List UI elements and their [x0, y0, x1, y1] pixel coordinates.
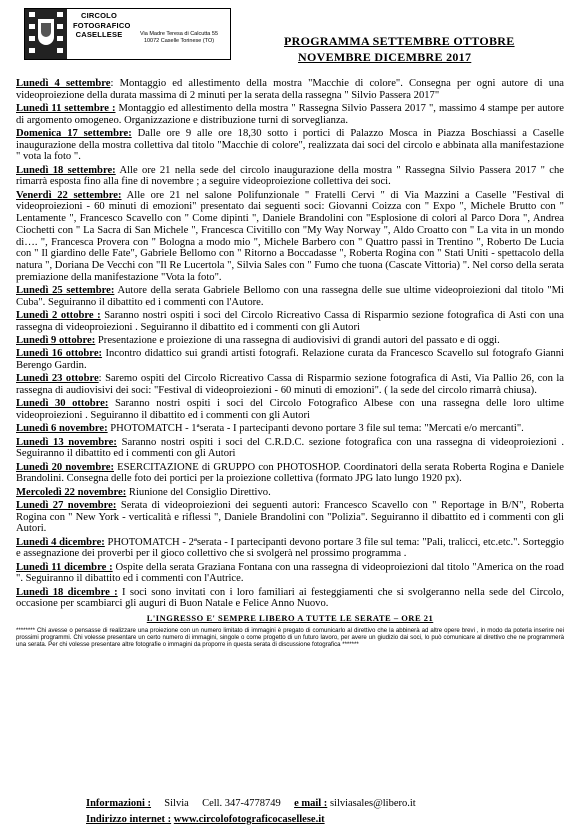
- contact-phone: Cell. 347-4778749: [202, 798, 281, 809]
- club-name-line-1: CIRCOLO: [81, 11, 117, 20]
- club-address: [129, 31, 229, 45]
- address-line-1: Via Madre Teresa di Calcutta 55: [139, 31, 219, 37]
- program-title-2: NOVEMBRE DICEMBRE 2017: [298, 50, 472, 64]
- event-item: [16, 562, 564, 585]
- film-strip-icon: [25, 9, 67, 59]
- free-entry-note: L'INGRESSO E' SEMPRE LIBERO A TUTTE LE SERATE – ORE 21: [146, 612, 434, 623]
- event-item: [16, 128, 564, 163]
- club-name-line-3: CASELLESE: [75, 30, 123, 39]
- event-item: [16, 78, 564, 101]
- event-date: Lunedì 30 ottobre:: [16, 398, 109, 410]
- event-date: Lunedì 11 settembre :: [16, 103, 116, 114]
- event-date: Lunedì 25 settembre:: [16, 284, 115, 296]
- event-text: Riunione del Consiglio Direttivo.: [126, 486, 271, 498]
- event-text: Incontro didattico sui grandi artisti fotografi. Relazione curata da Francesco Scavello sul fotografo Gianni Berengo Gardin.: [16, 348, 564, 371]
- website-link[interactable]: www.circolofotograficocasellese.it: [173, 814, 325, 825]
- event-text: Alle ore 21 nella sede del circolo inaugurazione della mostra " Rassegna Silvio Passera 2017 " che rimarrà esposta fino alla fine di novembre ; a seguire videoproiezione collettiva dei soci.: [16, 164, 564, 188]
- event-text: Montaggio ed allestimento della mostra " Rassegna Silvio Passera 2017 ", massimo 4 stampe per autore di argomento omogeneo. Organizzazione e distribuzione turni di sorveglianza.: [16, 103, 564, 126]
- event-date: Lunedì 18 dicembre :: [16, 586, 118, 598]
- event-text: : Montaggio ed allestimento della mostra "Macchie di colore". Consegna per ogni autore di una videoproiezione della durata massima di 2 minuti per la serata della rassegna " Silvio Passera 2017": [16, 78, 564, 101]
- event-item: [16, 335, 564, 347]
- event-text: Serata di videoproiezioni dei seguenti autori: Francesco Scavello con " Reportage in B/N", Roberta Rogina con " New York - verticalità e riflessi ", Daniele Brandolini con "Polizia". Seguiranno il dibattito ed i commenti con gli Autori.: [16, 499, 565, 535]
- contact-info: [86, 796, 416, 828]
- event-item: [16, 500, 564, 535]
- event-date: Lunedì 9 ottobre:: [16, 334, 96, 346]
- event-item: [16, 423, 564, 435]
- event-text: Saranno nostri ospiti i soci del Circolo Ricreativo Cassa di Risparmio sezione fotografica di Asti con una rassegna di videoproiezioni . Seguiranno il dibattito ed i commenti con gli Autori: [16, 309, 564, 333]
- contact-email-link[interactable]: silviasales@libero.it: [329, 798, 416, 809]
- event-date: Venerdì 22 settembre:: [16, 189, 122, 201]
- event-item: [16, 587, 564, 610]
- event-date: Lunedì 16 ottobre:: [16, 348, 103, 360]
- event-date: Lunedì 11 dicembre :: [16, 561, 113, 573]
- event-item: [16, 310, 564, 333]
- address-line-2: 10072 Caselle Torinese (TO): [143, 38, 215, 44]
- event-item: [16, 190, 564, 284]
- event-text: Ospite della serata Graziana Fontana con una rassegna di videoproiezioni dal titolo "America on the road ". Seguiranno il dibattito ed i commenti con l'Autrice.: [16, 561, 564, 585]
- event-text: : Saremo ospiti del Circolo Ricreativo Cassa di Risparmio sezione fotografica di Asti, Via Pallio 26, con la rassegna di audiovisivi dei soci: "Festival di videoproiezioni - 60 minuti di emozioni". ( la sede del circolo rimarrà chiusa).: [16, 373, 564, 396]
- club-logo: [24, 8, 231, 60]
- event-text: Saranno nostri ospiti i soci del Circolo Fotografico Albese con una rassegna delle loro ultime videoproiezioni . Seguiranno il dibattito ed i commenti con gli Autori: [16, 398, 564, 421]
- event-item: [16, 537, 564, 560]
- shield-icon: [38, 19, 54, 45]
- contact-name: Silvia: [164, 798, 189, 809]
- email-label: e mail :: [294, 798, 328, 809]
- club-name: [73, 11, 131, 40]
- event-item: [16, 462, 564, 485]
- event-text: Presentazione e proiezione di una rassegna di audiovisivi di grandi autori del passato e di oggi.: [95, 334, 500, 346]
- event-date: Lunedì 13 novembre:: [16, 436, 117, 448]
- club-name-line-2: FOTOGRAFICO: [73, 20, 131, 30]
- event-item: [16, 165, 564, 188]
- event-date: Lunedì 2 ottobre :: [16, 309, 101, 321]
- event-text: I soci sono invitati con i loro familiari ai festeggiamenti che si svolgeranno nella sede del Circolo, occasione per scambiarci gli auguri di Buon Natale e Felice Anno Nuovo.: [16, 586, 565, 610]
- event-item: [16, 487, 564, 499]
- info-label: Informazioni :: [86, 798, 152, 809]
- event-item: [16, 373, 564, 396]
- event-item: [16, 437, 564, 460]
- program-body: [16, 78, 564, 649]
- event-text: Saranno nostri ospiti i soci del C.R.D.C. sezione fotografica con una rassegna di videoproiezioni . Seguiranno il dibattito ed i commenti con gli Autori: [16, 436, 565, 460]
- header: [16, 0, 561, 90]
- event-date: Mercoledì 22 novembre:: [16, 486, 127, 498]
- footnote: ******** Chi avesse o pensasse di realizzare una proiezione con un numero limitato di immagini è pregato di comunicarlo al direttivo che la abbinerà ad altre opere brevi , in modo da poterla inserire nei prossimi programmi. Chi volesse presentare un certo numero di immagini, singole o come progetto di un futuro lavoro, per avere un giudizio dai soci, lo può comunicare al direttivo che ne programmerà una serata. Per chi volesse presentare altre fotografie o immagini da proporre in questa serata di discussione fotografica *******: [16, 626, 564, 649]
- event-text: PHOTOMATCH - 2ªserata - I partecipanti devono portare 3 file sul tema: "Pali, tralicci, etc.etc.". Sorteggio e assegnazione dei proverbi per il gioco collettivo che si svolgerà nel prossimo programma .: [16, 536, 564, 560]
- event-text: Autore della serata Gabriele Bellomo con una rassegna delle sue ultime videoproiezioni dal titolo "Mi Cuba". Seguiranno il dibattito ed i commenti con l'Autore.: [16, 284, 564, 308]
- event-date: Lunedì 20 novembre:: [16, 461, 114, 473]
- program-title-1: PROGRAMMA SETTEMBRE OTTOBRE: [284, 34, 515, 48]
- event-item: [16, 285, 564, 308]
- event-date: Domenica 17 settembre:: [16, 128, 132, 139]
- event-date: Lunedì 4 settembre: [16, 78, 111, 89]
- event-text: ESERCITAZIONE di GRUPPO con PHOTOSHOP. Coordinatori della serata Roberta Rogina e Daniele Brandolini. Consegna delle foto dei portici per la proiezione collettiva (formato JPG lato lungo 1920 px).: [16, 461, 564, 485]
- event-date: Lunedì 4 dicembre:: [16, 536, 105, 548]
- internet-label: Indirizzo internet :: [86, 814, 172, 825]
- event-date: Lunedì 23 ottobre: [16, 373, 99, 385]
- event-item: [16, 103, 564, 126]
- event-item: [16, 348, 564, 371]
- event-item: [16, 398, 564, 421]
- event-date: Lunedì 27 novembre:: [16, 499, 117, 511]
- event-date: Lunedì 18 settembre:: [16, 164, 116, 176]
- event-text: Dalle ore 9 alle ore 18,30 sotto i portici di Palazzo Mosca in Piazza Boschiassi a Caselle inaugurazione della mostra collettiva dal titolo "Macchie di colore", realizzata dai soci del circolo e abbinata alla manifestazione " vota la foto ".: [16, 128, 564, 163]
- event-text: PHOTOMATCH - 1ªserata - I partecipanti devono portare 3 file sul tema: "Mercati e/o mercanti".: [107, 423, 524, 435]
- event-date: Lunedì 6 novembre:: [16, 423, 108, 435]
- event-text: Alle ore 21 nel salone Polifunzionale " Fratelli Cervi " di Via Mazzini a Caselle "Festival di videoproiezioni - 60 minuti di emozioni" presentato dai seguenti soci: Giovanni Coizza con " Expo ", Michele Brutto con " Lentamente ", Francesco Scavello con " Come dipinti ", Daniele Brandolini con "Esplosione di colori al Parco Dora ", Andrea Ciochetti con " La Sacra di San Michele ", Francesca Civitillo con "My Way Norway ", Aldo Croatto con " La vita in un mondo di…. ", Francesca Provera con " Bologna a modo mio ", Michele Barbero con " Quattro passi in Trentino ", Roberto De Lucia con " Il giardino delle Fate", Gabriele Bellomo con " Ritorno a Boccadasse ", Roberta Rogina con " Stati Uniti - spettacolo della natura ", Doriana De Vecchi con "Il Re Lucertola ", Silvia Sales con " Fumo che tuona (Cascate Vittoria) ". Nel corso della serata premiazione della manifestazione "Vota la foto".: [16, 189, 564, 283]
